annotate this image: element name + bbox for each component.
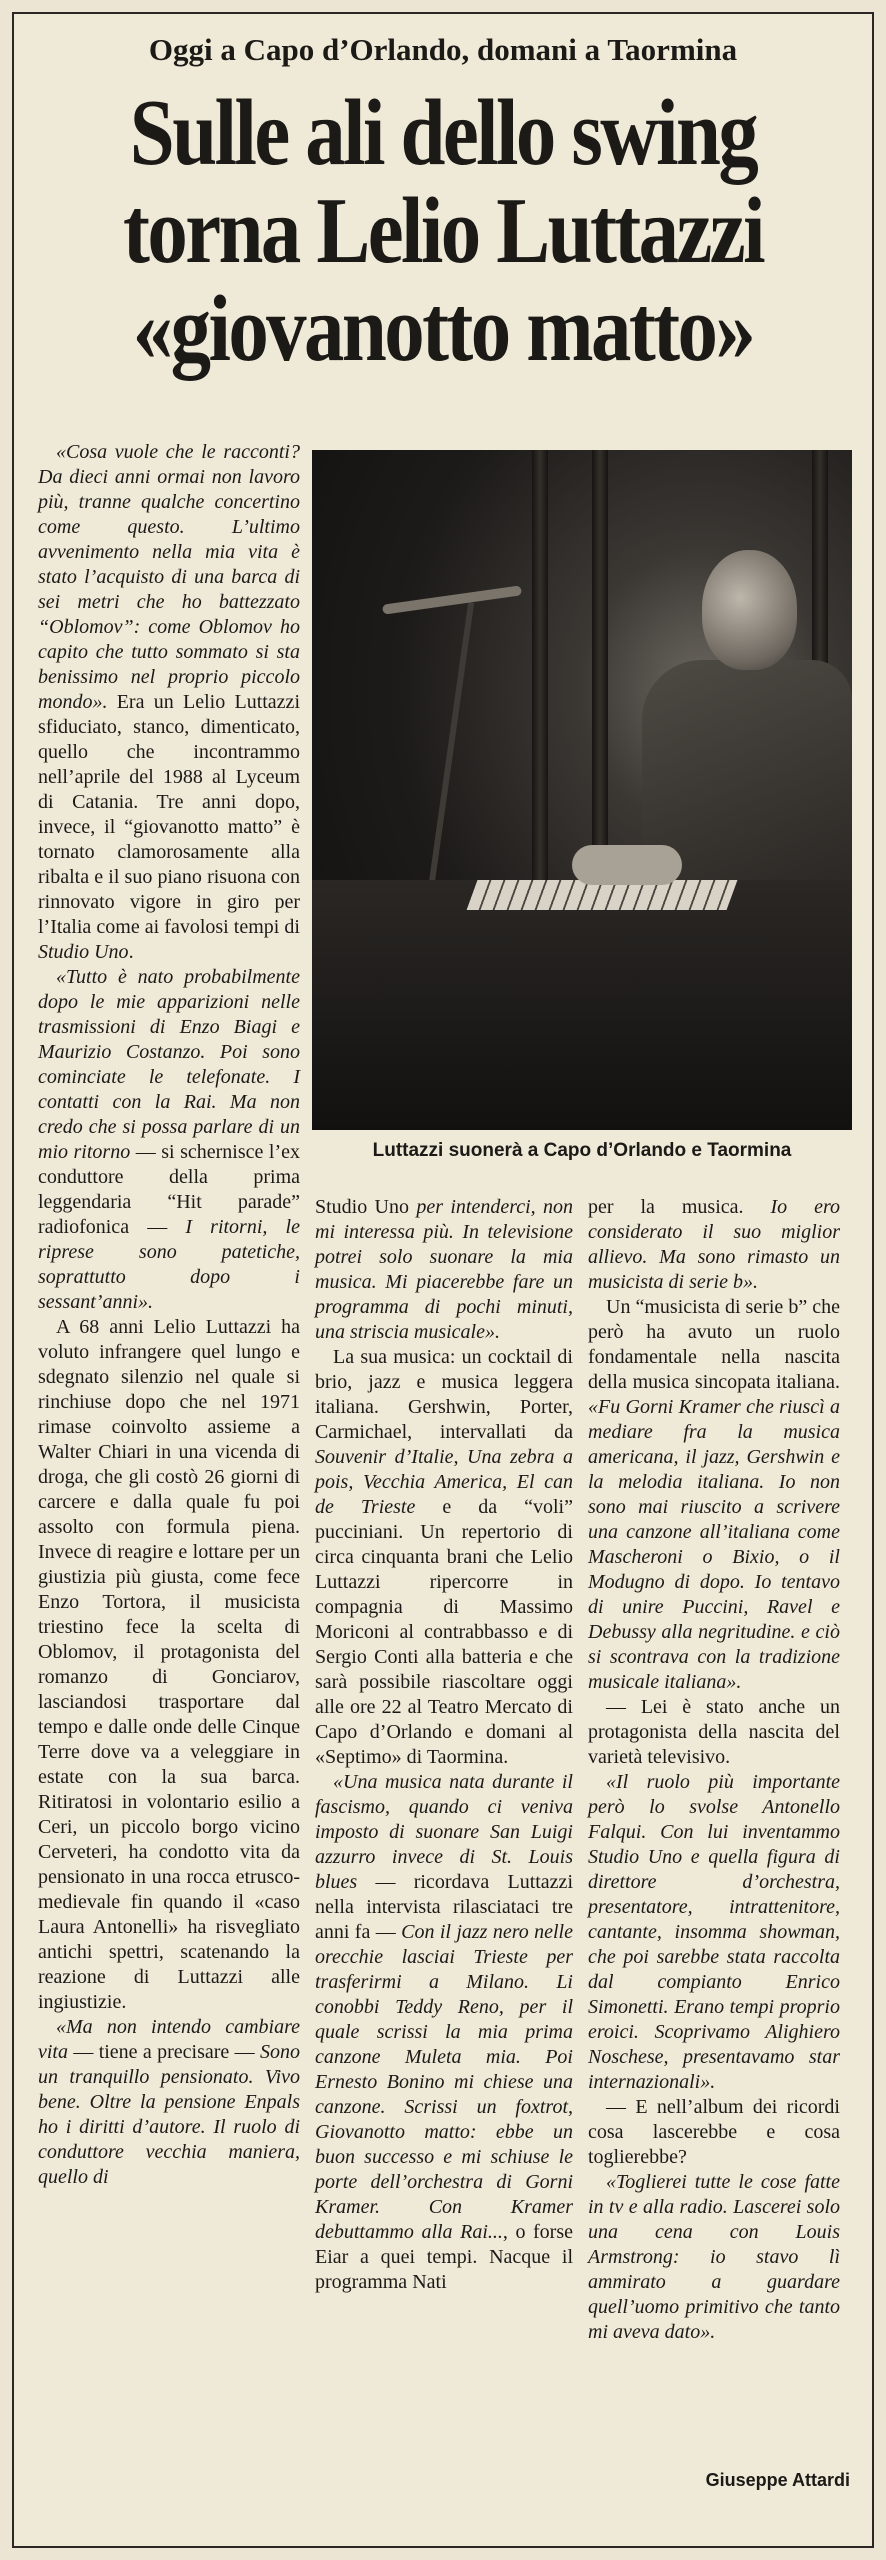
piano: [312, 880, 852, 1130]
paragraph: [38, 965, 300, 1315]
quote-text: «Il ruolo più importante però lo svolse Antonello Falqui. Con lui inventammo Studio Uno e quella figura di direttore d’orchestra, presentatore, intrattenitore, cantante, insomma showman, che poi sarebbe stata raccolta dal compianto Enrico Simonetti. Erano tempi proprio eroici. Scoprivamo Alighiero Noschese, presentavamo star internazionali».: [588, 1771, 840, 2093]
body-text: — tiene a precisare —: [68, 2041, 260, 2063]
byline: Giuseppe Attardi: [705, 2470, 850, 2490]
paragraph: [38, 2015, 300, 2190]
pianist-hands: [572, 845, 682, 885]
pianist-head: [702, 550, 797, 670]
quote-text: per intenderci, non mi interessa più. In televisione potrei solo suonare la mia musica. Mi piacerebbe fare un programma di pochi minuti, una striscia musicale».: [315, 1196, 573, 1343]
quote-text: «Tutto è nato probabilmente dopo le mie apparizioni nelle trasmissioni di Enzo Biagi e Maurizio Costanzo. Poi sono cominciate le telefonate. I contatti con la Rai. Ma non credo che si possa parlare di un mio ritorno: [38, 966, 300, 1163]
paragraph: — Lei è stato anche un protagonista della nascita del varietà televisivo.: [588, 1696, 840, 1768]
quote-text: Con il jazz nero nelle orecchie lasciai Trieste per trasferirmi a Milano. Li conobbi Teddy Reno, per il quale scrissi la mia prima canzone Muleta mia. Poi Ernesto Bonino mi chiese una canzone. Scrissi un foxtrot, Giovanotto matto: ebbe un buon successo e mi schiuse le porte dell’orchestra di Gorni Kramer. Con Kramer debuttammo alla Rai...: [315, 1921, 573, 2243]
photo-caption: Luttazzi suonerà a Capo d’Orlando e Taormina: [372, 1140, 792, 1161]
quote-text: «Ma non intendo cambiare vita: [38, 2016, 300, 2063]
body-text: Un “musicista di serie b” che però ha avuto un ruolo fondamentale nella nascita della musica sincopata italiana.: [588, 1296, 840, 1393]
headline-line-1: Sulle ali dello swing: [129, 81, 757, 185]
kicker: Oggi a Capo d’Orlando, domani a Taormina: [148, 32, 738, 67]
paragraph: [588, 1195, 840, 1295]
quote-text: «Una musica nata durante il fascismo, quando ci veniva imposto di suonare San Luigi azzurro invece di St. Louis blues: [315, 1771, 573, 1893]
body-text: Era un Lelio Luttazzi sfiduciato, stanco, dimenticato, quello che incontrammo nell’aprile del 1988 al Lyceum di Catania. Tre anni dopo, invece, il “giovanotto matto” è tornato clamorosamente alla ribalta e il suo piano risuona con rinnovato vigore in giro per l’Italia come ai favolosi tempi di: [38, 691, 300, 938]
body-text: — ricordava Luttazzi nella intervista rilasciataci tre anni fa —: [315, 1871, 573, 1943]
paragraph: [38, 440, 300, 965]
article-column-2: [315, 1195, 573, 2510]
paragraph: [588, 2170, 840, 2345]
paragraph: [588, 1770, 840, 2095]
body-text: per la musica.: [588, 1196, 771, 1218]
body-text: Studio Uno: [315, 1196, 410, 1218]
quote-text: Studio Uno: [38, 941, 129, 963]
body-text: e da “voli” pucciniani. Un repertorio di circa cinquanta brani che Lelio Luttazzi ripercorre in compagnia di Massimo Moriconi al contrabbasso e di Sergio Conti alla batteria e che sarà possibile riascoltare oggi alle ore 22 al Teatro Mercato di Capo d’Orlando e domani al «Septimo» di Taormina.: [315, 1496, 573, 1768]
quote-text: «Toglierei tutte le cose fatte in tv e alla radio. Lascerei solo una cena con Louis Armstrong: io stavo lì ammirato a guardare quell’uomo primitivo che tanto mi aveva dato».: [588, 2171, 840, 2343]
paragraph: — E nell’album dei ricordi cosa lascerebbe e cosa toglierebbe?: [588, 2096, 840, 2168]
quote-text: Io ero considerato il suo miglior allievo. Ma sono rimasto un musicista di serie b».: [588, 1196, 840, 1293]
headline-line-3: «giovanotto matto»: [132, 277, 754, 381]
body-text: .: [128, 941, 134, 963]
quote-text: «Fu Gorni Kramer che riuscì a mediare fra la musica americana, il jazz, Gershwin e la melodia italiana. Io non sono mai riuscito a scrivere una canzone all’italiana come Mascheroni o Bixio, o il Modugno di dopo. Io tentavo di unire Puccini, Ravel e Debussy alla negritudine. e ciò si scontrava con la tradizione musicale italiana».: [588, 1396, 840, 1693]
article-column-1: [38, 440, 300, 2510]
photo-luttazzi-at-piano: [312, 450, 852, 1130]
paragraph: [588, 1295, 840, 1695]
article-column-3: [588, 1195, 840, 2510]
paragraph: [315, 1770, 573, 2295]
quote-text: I ritorni, le riprese sono patetiche, soprattutto dopo i sessant’anni».: [38, 1216, 300, 1313]
paragraph: [315, 1345, 573, 1770]
microphone: [382, 585, 522, 614]
quote-text: Sono un tranquillo pensionato. Vivo bene. Oltre la pensione Enpals ho i diritti d’autore. Il ruolo di conduttore vecchia maniera, quello di: [38, 2041, 300, 2188]
quote-text: Souvenir d’Italie, Una zebra a pois, Vecchia America, El can de Trieste: [315, 1446, 573, 1518]
headline: [74, 81, 812, 381]
quote-text: «Cosa vuole che le racconti? Da dieci anni ormai non lavoro più, tranne qualche concertino come questo. L’ultimo avvenimento nella mia vita è stato l’acquisto di una barca di sei metri che ho battezzato “Oblomov”: come Oblomov ho capito che tutto sommato si sta benissimo nel proprio piccolo mondo».: [38, 441, 300, 713]
body-text: — si schernisce l’ex conduttore della prima leggendaria “Hit parade” radiofonica —: [38, 1141, 300, 1238]
headline-line-2: torna Lelio Luttazzi: [123, 179, 763, 283]
paragraph: [315, 1195, 573, 1345]
body-text: La sua musica: un cocktail di brio, jazz e musica leggera italiana. Gershwin, Porter, Carmichael, intervallati da: [315, 1346, 573, 1443]
body-text: , o forse Eiar a quei tempi. Nacque il programma Nati: [315, 2221, 573, 2293]
paragraph: A 68 anni Lelio Luttazzi ha voluto infrangere quel lungo e sdegnato silenzio nel quale si rinchiuse dopo che nel 1971 rimase coinvolto assieme a Walter Chiari in una vicenda di droga, che gli costò 26 giorni di carcere e dalla quale fu poi assolto con formula piena. Invece di reagire e lottare per un giustizia più giusta, come fece Enzo Tortora, il musicista triestino fece la scelta di Oblomov, il protagonista del romanzo di Gonciarov, lasciandosi trasportare dal tempo e dalle onde delle Cinque Terre dove va a veleggiare in estate con la sua barca. Ritiratosi in volontario esilio a Ceri, un piccolo borgo vicino Cerveteri, ha condotto vita da pensionato in una rocca etrusco-medievale fin quando il «caso Laura Antonelli» ha risvegliato antichi spettri, scatenando la reazione di Luttazzi alle ingiustizie.: [38, 1316, 300, 2013]
